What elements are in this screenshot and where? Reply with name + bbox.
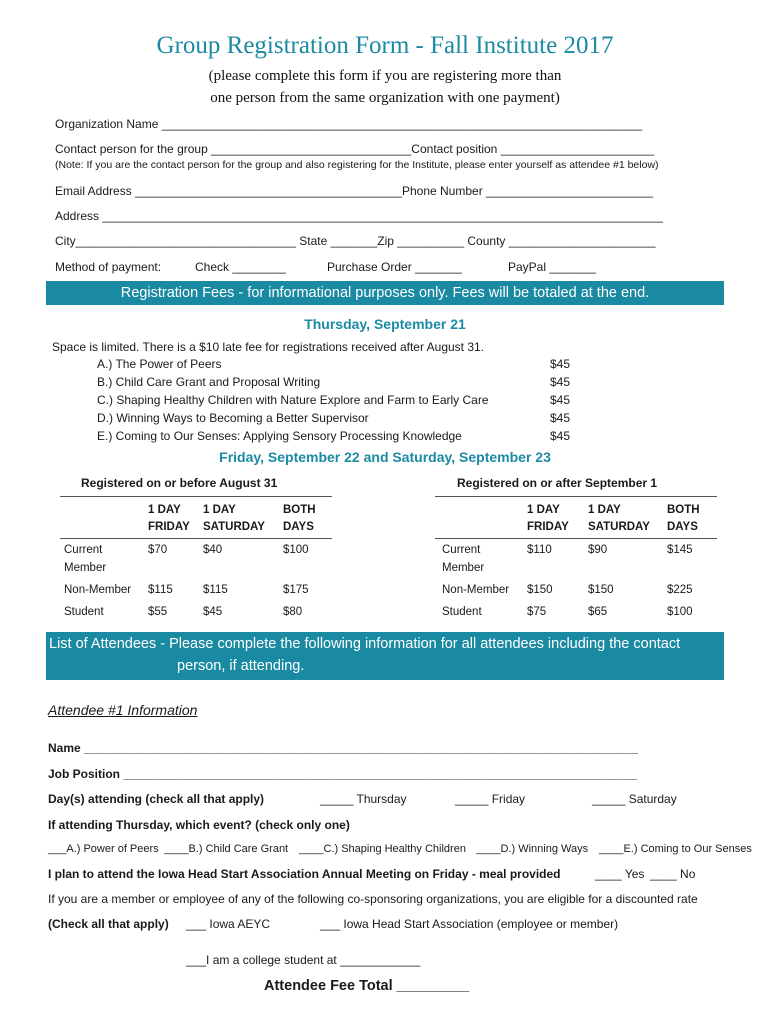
meeting-no-option[interactable]: ____ No — [650, 867, 696, 881]
before-cell: $55 — [148, 606, 168, 618]
before-cell: $80 — [283, 606, 303, 618]
page-title: Group Registration Form - Fall Institute 2017 — [156, 32, 614, 59]
before-table-title: Registered on or before August 31 — [81, 476, 278, 490]
before-row-label: Student — [64, 606, 104, 618]
after-table-title: Registered on or after September 1 — [457, 476, 658, 490]
session-d-price: $45 — [550, 411, 571, 425]
before-table-header-rule — [60, 538, 332, 539]
contact-person-field[interactable]: Contact person for the group ______________________________Contact position _______________________ — [55, 142, 655, 156]
after-row-label: Student — [442, 606, 482, 618]
session-e-label: E.) Coming to Our Senses: Applying Sensory Processing Knowledge — [97, 429, 462, 443]
after-table-top-rule — [435, 496, 717, 497]
after-row-label: Current — [442, 544, 481, 556]
before-cell: $45 — [203, 606, 223, 618]
co-sponsor-note: If you are a member or employee of any of the following co-sponsoring organizations, you are eligible for a discounted rate — [48, 892, 698, 906]
late-fee-note: Space is limited. There is a $10 late fee for registrations received after August 31. — [52, 340, 485, 354]
after-cell: $110 — [527, 544, 552, 556]
before-row-label: Non-Member — [64, 584, 132, 596]
after-cell: $150 — [588, 584, 614, 596]
payment-paypal-field[interactable]: PayPal _______ — [508, 260, 597, 274]
after-table-header-rule — [435, 538, 717, 539]
organization-name-field[interactable]: Organization Name ________________________________________________________________________ — [55, 117, 643, 131]
after-row-label: Member — [442, 562, 485, 574]
before-row-label: Current — [64, 544, 103, 556]
event-b-option[interactable]: ____B.) Child Care Grant — [164, 843, 289, 855]
days-thursday-checkbox[interactable]: _____ Thursday — [320, 792, 407, 806]
before-col-friday-line2: FRIDAY — [148, 521, 190, 533]
thursday-heading: Thursday, September 21 — [304, 316, 466, 332]
session-c-label: C.) Shaping Healthy Children with Nature Explore and Farm to Early Care — [97, 393, 489, 407]
after-cell: $75 — [527, 606, 547, 618]
thursday-event-label: If attending Thursday, which event? (check only one) — [48, 818, 350, 832]
session-d-label: D.) Winning Ways to Becoming a Better Supervisor — [97, 411, 369, 425]
after-cell: $100 — [667, 606, 693, 618]
attendee-1-heading: Attendee #1 Information — [48, 702, 198, 718]
before-table-top-rule — [60, 496, 332, 497]
attendees-banner-line-1: List of Attendees - Please complete the following information for all attendees including the contact — [49, 636, 681, 652]
registration-fees-banner: Registration Fees - for informational purposes only. Fees will be totaled at the end. — [46, 281, 724, 305]
after-col-friday-line1: 1 DAY — [527, 504, 560, 516]
after-col-friday-line2: FRIDAY — [527, 521, 569, 533]
after-col-both-line1: BOTH — [667, 504, 700, 516]
check-all-label: (Check all that apply) — [48, 917, 169, 931]
contact-note: (Note: If you are the contact person for the group and also registering for the Institute, please enter yourself as attendee #1 below) — [55, 159, 659, 171]
before-cell: $175 — [283, 584, 309, 596]
before-row-label: Member — [64, 562, 107, 574]
subtitle-line-1: (please complete this form if you are registering more than — [208, 68, 562, 84]
attendee-job-field[interactable] — [48, 767, 637, 781]
event-a-option[interactable]: ___A.) Power of Peers — [48, 843, 159, 855]
days-friday-checkbox[interactable]: _____ Friday — [455, 792, 526, 806]
college-student-field[interactable]: ___I am a college student at ____________ — [186, 953, 421, 967]
address-field[interactable]: Address ____________________________________________________________________________________ — [55, 209, 663, 223]
days-attending-label: Day(s) attending (check all that apply) — [48, 792, 265, 806]
iowa-aeyc-option[interactable]: ___ Iowa AEYC — [186, 917, 271, 931]
after-cell: $150 — [527, 584, 553, 596]
after-cell: $65 — [588, 606, 608, 618]
after-col-both-line2: DAYS — [667, 521, 698, 533]
attendee-fee-total[interactable]: Attendee Fee Total _________ — [264, 978, 470, 994]
attendee-name-field[interactable] — [48, 741, 638, 755]
before-cell: $70 — [148, 544, 168, 556]
session-a-price: $45 — [550, 357, 571, 371]
before-col-both-line1: BOTH — [283, 504, 316, 516]
after-cell: $90 — [588, 544, 608, 556]
days-saturday-checkbox[interactable]: _____ Saturday — [592, 792, 677, 806]
after-cell: $225 — [667, 584, 693, 596]
event-e-option[interactable]: ____E.) Coming to Our Senses — [599, 843, 752, 855]
event-d-option[interactable]: ____D.) Winning Ways — [476, 843, 589, 855]
job-label: Job Position _____________________________________________________________________________ — [48, 767, 638, 781]
before-col-friday-line1: 1 DAY — [148, 504, 181, 516]
payment-method-label: Method of payment: — [55, 260, 162, 274]
payment-purchase-order-field[interactable]: Purchase Order _______ — [327, 260, 462, 274]
subtitle-line-2: one person from the same organization with one payment) — [210, 90, 560, 106]
session-b-price: $45 — [550, 375, 571, 389]
after-col-saturday-line2: SATURDAY — [588, 521, 650, 533]
before-cell: $115 — [148, 584, 173, 596]
before-col-saturday-line2: SATURDAY — [203, 521, 265, 533]
annual-meeting-label: I plan to attend the Iowa Head Start Association Annual Meeting on Friday - meal provided — [48, 867, 561, 881]
session-a-label: A.) The Power of Peers — [97, 357, 222, 371]
after-cell: $145 — [667, 544, 693, 556]
after-col-saturday-line1: 1 DAY — [588, 504, 621, 516]
session-b-label: B.) Child Care Grant and Proposal Writing — [97, 375, 321, 389]
before-cell: $115 — [203, 584, 228, 596]
event-c-option[interactable]: ____C.) Shaping Healthy Children — [299, 843, 466, 855]
email-phone-field[interactable]: Email Address ________________________________________Phone Number _________________________ — [55, 184, 653, 198]
iowa-head-start-option[interactable]: ___ Iowa Head Start Association (employee or member) — [320, 917, 619, 931]
before-col-both-line2: DAYS — [283, 521, 314, 533]
before-cell: $40 — [203, 544, 223, 556]
name-label: Name ___________________________________________________________________________________ — [48, 741, 638, 755]
before-cell: $100 — [283, 544, 309, 556]
friday-saturday-heading: Friday, September 22 and Saturday, September 23 — [219, 449, 551, 465]
attendees-banner-line-2: person, if attending. — [177, 658, 305, 674]
session-c-price: $45 — [550, 393, 571, 407]
after-row-label: Non-Member — [442, 584, 510, 596]
attendees-banner — [46, 632, 724, 680]
session-e-price: $45 — [550, 429, 571, 443]
city-state-zip-field[interactable]: City_________________________________ State _______Zip __________ County ______________________ — [55, 234, 656, 248]
before-col-saturday-line1: 1 DAY — [203, 504, 236, 516]
payment-check-field[interactable]: Check ________ — [195, 260, 286, 274]
meeting-yes-option[interactable]: ____ Yes — [595, 867, 645, 881]
